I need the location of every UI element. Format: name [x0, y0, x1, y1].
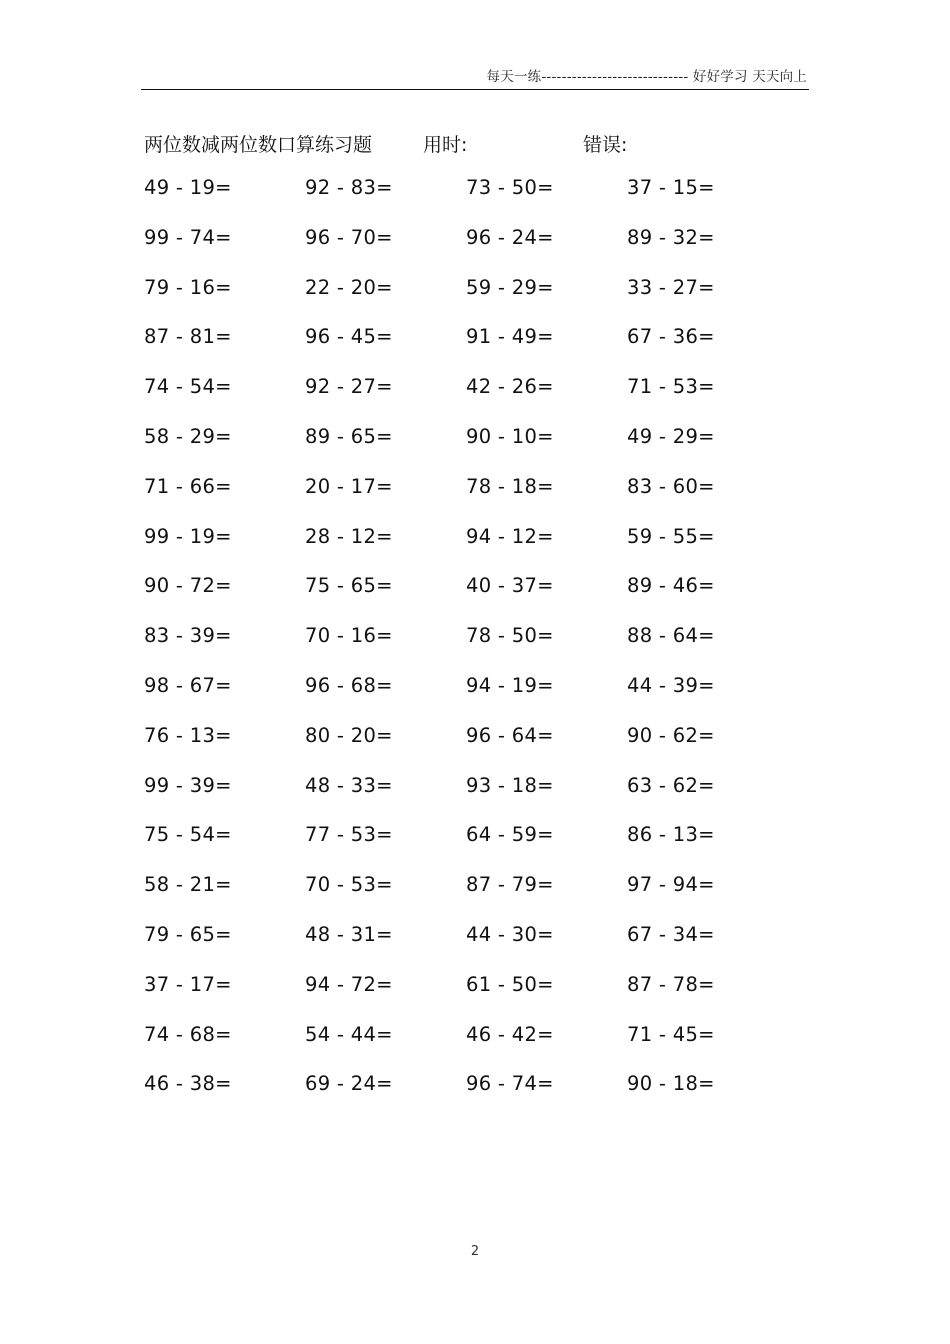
problem: 22 - 20= — [305, 275, 393, 299]
problem: 71 - 66= — [144, 474, 232, 498]
problem: 99 - 74= — [144, 225, 232, 249]
problem: 70 - 16= — [305, 624, 393, 648]
problem: 86 - 13= — [627, 823, 715, 847]
problem: 74 - 68= — [144, 1022, 232, 1046]
problem: 92 - 83= — [305, 176, 393, 199]
problem: 44 - 39= — [627, 673, 715, 697]
problem-row — [0, 918, 950, 968]
problem: 83 - 60= — [627, 474, 715, 498]
problem: 20 - 17= — [305, 474, 393, 498]
problem: 75 - 65= — [305, 574, 393, 598]
problem-row — [0, 171, 950, 221]
problem: 44 - 30= — [466, 922, 554, 946]
problem: 89 - 65= — [305, 424, 393, 448]
problem-row — [0, 271, 950, 321]
page-header — [141, 62, 809, 90]
problem-row — [0, 619, 950, 669]
problem: 97 - 94= — [627, 873, 715, 897]
problem-row — [0, 868, 950, 918]
problem: 37 - 17= — [144, 972, 232, 996]
problem-row — [0, 818, 950, 868]
problem: 59 - 55= — [627, 524, 715, 548]
problem: 42 - 26= — [466, 375, 554, 399]
problem: 90 - 72= — [144, 574, 232, 598]
problem: 96 - 70= — [305, 225, 393, 249]
problem: 99 - 39= — [144, 773, 232, 797]
problem: 48 - 31= — [305, 922, 393, 946]
problem-row — [0, 1067, 950, 1117]
problem-grid — [0, 171, 950, 1117]
problem: 80 - 20= — [305, 723, 393, 747]
problem-row — [0, 320, 950, 370]
problem: 58 - 21= — [144, 873, 232, 897]
worksheet-title: 两位数减两位数口算练习题 — [144, 134, 373, 156]
problem-row — [0, 370, 950, 420]
problem: 49 - 19= — [144, 176, 232, 199]
problem-row — [0, 719, 950, 769]
problem: 87 - 78= — [627, 972, 715, 996]
problem: 87 - 79= — [466, 873, 554, 897]
problem: 49 - 29= — [627, 424, 715, 448]
problem: 96 - 64= — [466, 723, 554, 747]
problem: 90 - 62= — [627, 723, 715, 747]
problem: 94 - 12= — [466, 524, 554, 548]
page-number: 2 — [470, 1244, 480, 1259]
problem-row — [0, 669, 950, 719]
problem: 94 - 72= — [305, 972, 393, 996]
problem: 46 - 42= — [466, 1022, 554, 1046]
problem-row — [0, 221, 950, 271]
problem: 67 - 36= — [627, 325, 715, 349]
problem: 46 - 38= — [144, 1072, 232, 1096]
problem: 99 - 19= — [144, 524, 232, 548]
problem: 93 - 18= — [466, 773, 554, 797]
problem-row — [0, 769, 950, 819]
problem: 58 - 29= — [144, 424, 232, 448]
problem: 87 - 81= — [144, 325, 232, 349]
problem: 83 - 39= — [144, 624, 232, 648]
problem: 89 - 32= — [627, 225, 715, 249]
problem: 40 - 37= — [466, 574, 554, 598]
problem-row — [0, 1018, 950, 1068]
problem: 28 - 12= — [305, 524, 393, 548]
problem: 90 - 10= — [466, 424, 554, 448]
errors-label: 错误: — [583, 134, 628, 156]
header-text: 每天一练----------------------------- 好好学习 天天向上 — [486, 69, 807, 85]
problem: 33 - 27= — [627, 275, 715, 299]
problem-row — [0, 520, 950, 570]
problem: 96 - 68= — [305, 673, 393, 697]
problem: 71 - 53= — [627, 375, 715, 399]
problem: 74 - 54= — [144, 375, 232, 399]
problem: 98 - 67= — [144, 673, 232, 697]
problem: 71 - 45= — [627, 1022, 715, 1046]
worksheet-title-row — [0, 126, 950, 158]
problem: 54 - 44= — [305, 1022, 393, 1046]
problem: 96 - 24= — [466, 225, 554, 249]
problem: 73 - 50= — [466, 176, 554, 199]
problem: 92 - 27= — [305, 375, 393, 399]
problem: 64 - 59= — [466, 823, 554, 847]
problem: 63 - 62= — [627, 773, 715, 797]
problem-row — [0, 569, 950, 619]
problem: 90 - 18= — [627, 1072, 715, 1096]
problem: 91 - 49= — [466, 325, 554, 349]
problem: 96 - 74= — [466, 1072, 554, 1096]
problem: 88 - 64= — [627, 624, 715, 648]
problem: 67 - 34= — [627, 922, 715, 946]
problem: 79 - 65= — [144, 922, 232, 946]
problem: 70 - 53= — [305, 873, 393, 897]
problem: 75 - 54= — [144, 823, 232, 847]
problem: 77 - 53= — [305, 823, 393, 847]
problem: 89 - 46= — [627, 574, 715, 598]
problem-row — [0, 968, 950, 1018]
problem: 37 - 15= — [627, 176, 715, 199]
problem: 76 - 13= — [144, 723, 232, 747]
problem: 78 - 18= — [466, 474, 554, 498]
problem: 61 - 50= — [466, 972, 554, 996]
problem: 94 - 19= — [466, 673, 554, 697]
header-rule — [141, 89, 809, 90]
problem: 59 - 29= — [466, 275, 554, 299]
problem: 69 - 24= — [305, 1072, 393, 1096]
problem-row — [0, 420, 950, 470]
problem-row — [0, 470, 950, 520]
problem: 79 - 16= — [144, 275, 232, 299]
time-used-label: 用时: — [423, 134, 468, 156]
problem: 78 - 50= — [466, 624, 554, 648]
problem: 48 - 33= — [305, 773, 393, 797]
problem: 96 - 45= — [305, 325, 393, 349]
